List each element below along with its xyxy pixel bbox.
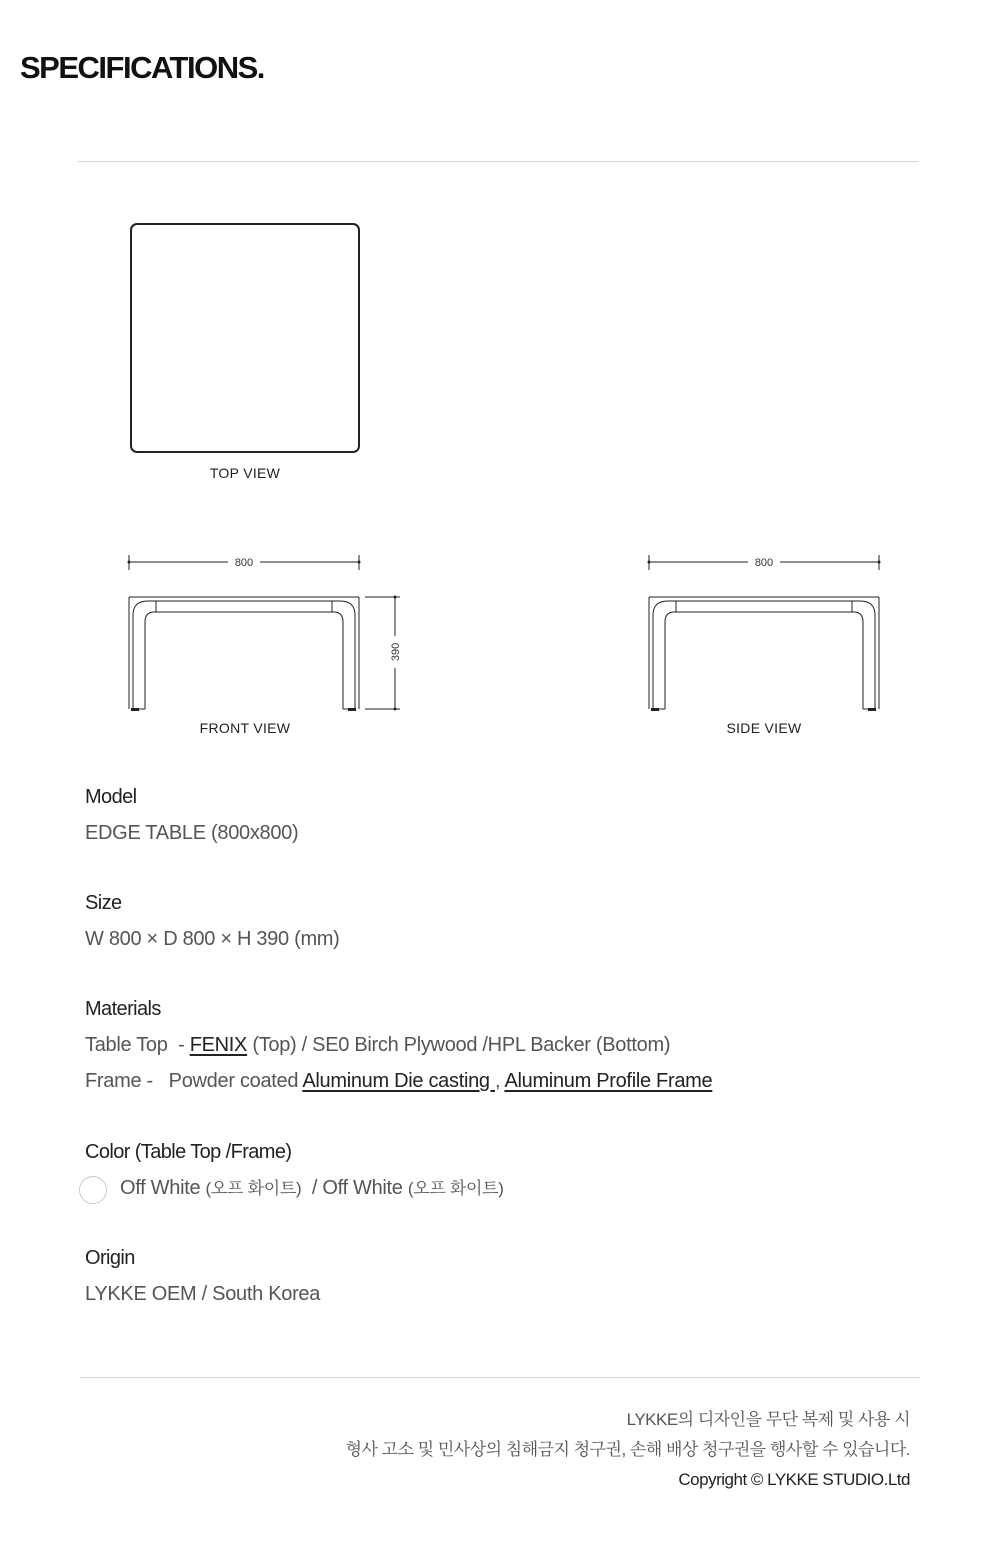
- size-value: W 800 × D 800 × H 390 (mm): [85, 928, 340, 950]
- size-section: [85, 890, 340, 952]
- aluminum-die-casting-link[interactable]: Aluminum Die casting: [302, 1070, 496, 1092]
- table-top-prefix: Table Top -: [85, 1034, 190, 1056]
- color-section: [85, 1139, 504, 1202]
- front-view-caption: FRONT VIEW: [199, 720, 291, 736]
- top-view-caption: TOP VIEW: [209, 465, 281, 481]
- front-width-dimension: 800: [234, 557, 254, 569]
- table-top-suffix: (Top) / SE0 Birch Plywood /HPL Backer (Bottom): [247, 1034, 671, 1056]
- color-value: [85, 1175, 504, 1202]
- color-heading: Color (Table Top /Frame): [85, 1141, 292, 1163]
- frame-prefix: Frame - Powder coated: [85, 1070, 303, 1092]
- color-frame-korean: (오프 화이트): [407, 1179, 504, 1198]
- off-white-swatch[interactable]: [79, 1176, 107, 1204]
- aluminum-profile-frame-link[interactable]: Aluminum Profile Frame: [504, 1070, 713, 1092]
- table-top-material: [85, 1032, 712, 1058]
- front-height-dimension: 390: [390, 642, 402, 662]
- model-heading: Model: [85, 786, 137, 808]
- side-width-dimension: 800: [754, 557, 774, 569]
- top-divider: [78, 161, 918, 162]
- color-top-name: Off White: [120, 1177, 206, 1199]
- side-view-drawing: [640, 550, 890, 720]
- origin-heading: Origin: [85, 1247, 135, 1269]
- front-view-drawing: [120, 550, 410, 720]
- page-title: SPECIFICATIONS.: [20, 50, 264, 85]
- model-section: [85, 784, 298, 846]
- bottom-divider: [80, 1377, 920, 1378]
- origin-value: LYKKE OEM / South Korea: [85, 1283, 321, 1305]
- footer-line-1: LYKKE의 디자인을 무단 복제 및 사용 시: [626, 1410, 910, 1429]
- size-heading: Size: [85, 892, 122, 914]
- frame-material: [85, 1068, 712, 1094]
- materials-heading: Materials: [85, 998, 161, 1020]
- origin-section: [85, 1245, 320, 1307]
- frame-separator: ,: [495, 1070, 505, 1092]
- top-view-drawing: [130, 223, 360, 453]
- fenix-link[interactable]: FENIX: [189, 1034, 248, 1056]
- materials-section: [85, 996, 712, 1094]
- footer-notice: [346, 1405, 910, 1495]
- color-top-korean: (오프 화이트): [205, 1179, 302, 1198]
- side-view-caption: SIDE VIEW: [726, 720, 802, 736]
- model-value: EDGE TABLE (800x800): [85, 822, 299, 844]
- footer-copyright: Copyright © LYKKE STUDIO.Ltd: [678, 1470, 910, 1489]
- footer-line-2: 형사 고소 및 민사상의 침해금지 청구권, 손해 배상 청구권을 행사할 수 있습니다.: [345, 1440, 910, 1459]
- color-separator: / Off White: [301, 1177, 408, 1199]
